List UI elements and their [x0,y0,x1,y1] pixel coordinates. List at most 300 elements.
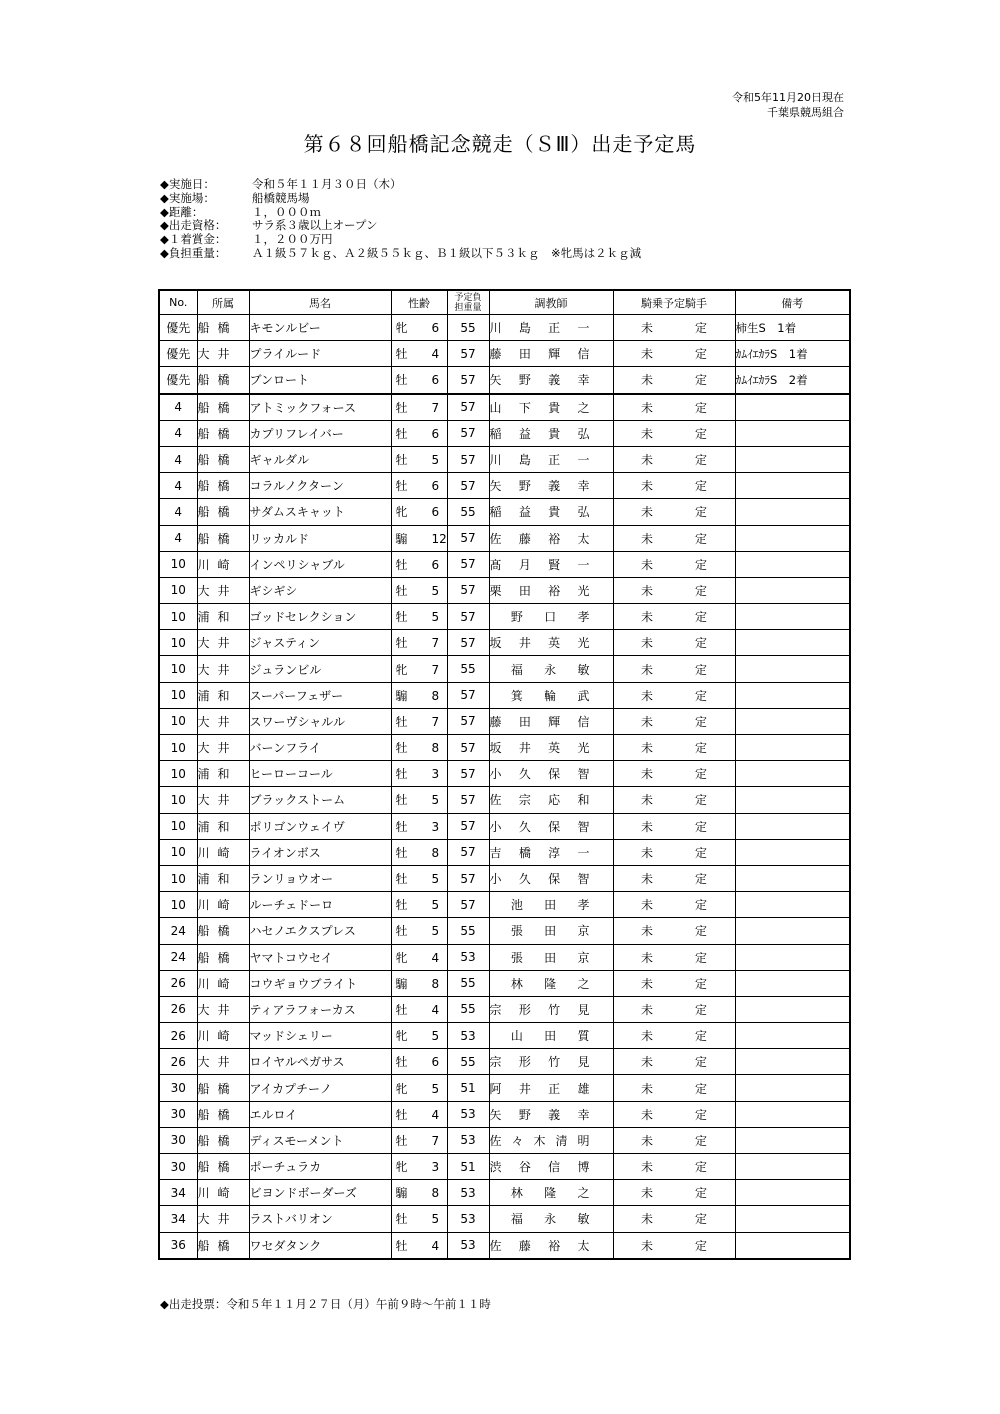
entry-rank: 10 [159,787,197,813]
sex: 牡 [395,1055,408,1070]
entry-jockey [613,708,749,734]
entry-horse-name: アイカプチーノ [249,1075,391,1101]
entry-remarks [735,1206,850,1232]
entry-weight: 57 [447,473,489,499]
trainer-char: 吉 [489,845,502,860]
age: 8 [431,1186,440,1201]
jockey-text: 未定 [640,714,749,729]
entry-trainer [489,341,613,367]
age: 5 [431,583,440,598]
entry-rank: 10 [159,708,197,734]
entry-trainer [489,918,613,944]
entry-remarks [735,604,850,630]
entry-remarks [735,499,850,525]
sex: 騸 [395,688,408,703]
jockey-text: 未定 [640,767,749,782]
entry-horse-name: ブンロート [249,367,391,394]
jockey-text: 未定 [640,1212,749,1227]
age: 7 [431,662,440,677]
entry-affiliation: 大井 [197,708,249,734]
trainer-char: 宗 [489,1055,502,1070]
entry-jockey [613,735,749,761]
entry-horse-name: ワセダタンク [249,1232,391,1259]
entry-horse-name: キモンルビー [249,315,391,341]
trainer-char: 正 [548,453,561,468]
sex: 牡 [395,1002,408,1017]
entry-affiliation: 船橋 [197,473,249,499]
trainer-char: 太 [577,1238,590,1253]
age: 7 [431,636,440,651]
entry-horse-name: ゴッドセレクション [249,604,391,630]
jockey-text: 未定 [640,557,749,572]
age: 7 [431,1133,440,1148]
entry-trainer [489,446,613,472]
entry-remarks [735,394,850,421]
entry-affiliation: 大井 [197,577,249,603]
entry-sex-age [391,1232,447,1259]
entry-rank: 30 [159,1075,197,1101]
trainer-char: 野 [518,479,531,494]
trainer-char: 義 [548,373,561,388]
col-weight: 予定負 担重量 [447,290,489,315]
entry-jockey [613,604,749,630]
entry-jockey [613,446,749,472]
entry-jockey [613,761,749,787]
entry-jockey [613,499,749,525]
jockey-text: 未定 [640,373,749,388]
table-row [159,892,850,918]
entry-rank: 4 [159,525,197,551]
entry-sex-age [391,813,447,839]
trainer-char: 月 [518,557,531,572]
entry-affiliation: 船橋 [197,1101,249,1127]
entry-remarks [735,761,850,787]
entry-weight: 51 [447,1154,489,1180]
entry-remarks [735,1154,850,1180]
table-row [159,1232,850,1259]
trainer-char: 渋 [489,1160,502,1175]
entry-sex-age [391,1127,447,1153]
entry-rank: 30 [159,1101,197,1127]
document-title: 第６８回船橋記念競走（ＳⅢ）出走予定馬 [303,132,697,156]
jockey-text: 未定 [640,1055,749,1070]
entry-sex-age [391,473,447,499]
entry-jockey [613,918,749,944]
jockey-text: 未定 [640,505,749,520]
jockey-text: 未定 [640,1107,749,1122]
entry-horse-name: ジュランビル [249,656,391,682]
entry-remarks [735,1075,850,1101]
sex: 牡 [395,819,408,834]
entry-remarks [735,970,850,996]
table-row [159,1127,850,1153]
entry-affiliation: 大井 [197,630,249,656]
trainer-char: 信 [577,714,590,729]
sex: 騸 [395,1186,408,1201]
trainer-char: 島 [518,321,531,336]
trainer-char: 林 [510,976,523,991]
entry-rank: 30 [159,1127,197,1153]
entry-affiliation: 船橋 [197,1127,249,1153]
trainer-char: 小 [489,767,502,782]
entry-jockey [613,656,749,682]
entry-remarks [735,708,850,734]
sex: 牡 [395,583,408,598]
trainer-char: 田 [544,898,557,913]
entry-rank: 24 [159,944,197,970]
entry-trainer [489,656,613,682]
entry-horse-name: ブラックストーム [249,787,391,813]
trainer-char: 島 [518,453,531,468]
jockey-text: 未定 [640,1186,749,1201]
info-value: 船橋競馬場 [252,190,310,205]
trainer-char: 藤 [518,531,531,546]
trainer-char: 弘 [577,426,590,441]
trainer-char: 之 [577,1186,590,1201]
trainer-char: 義 [548,479,561,494]
jockey-text: 未定 [640,662,749,677]
entry-rank: 34 [159,1180,197,1206]
entry-affiliation: 船橋 [197,315,249,341]
entry-remarks [735,944,850,970]
trainer-char: 藤 [489,347,502,362]
entry-sex-age [391,394,447,421]
info-row [160,247,641,261]
entry-sex-age [391,1101,447,1127]
age: 5 [431,898,440,913]
entry-sex-age [391,1154,447,1180]
entry-rank: 4 [159,473,197,499]
entry-horse-name: スーパーフェザー [249,682,391,708]
trainer-char: 野 [518,373,531,388]
trainer-char: 弘 [577,505,590,520]
jockey-text: 未定 [640,924,749,939]
entry-affiliation: 船橋 [197,918,249,944]
trainer-char: 田 [544,924,557,939]
trainer-char: 稲 [489,505,502,520]
entry-weight: 57 [447,394,489,421]
table-row [159,1101,850,1127]
entry-jockey [613,1127,749,1153]
jockey-text: 未定 [640,479,749,494]
trainer-char: 井 [518,741,531,756]
entry-rank: 10 [159,839,197,865]
trainer-char: 清 [555,1133,568,1148]
col-remarks: 備考 [735,290,850,315]
entry-sex-age [391,865,447,891]
sex: 牝 [395,950,408,965]
entry-sex-age [391,315,447,341]
entry-affiliation: 大井 [197,1049,249,1075]
race-info [160,178,641,261]
entry-horse-name: サダムスキャット [249,499,391,525]
trainer-char: 隆 [544,1186,557,1201]
info-row [160,233,641,247]
entry-affiliation: 大井 [197,656,249,682]
entry-remarks [735,577,850,603]
entry-jockey [613,892,749,918]
trainer-char: 博 [577,1160,590,1175]
entry-rank: 4 [159,499,197,525]
entry-horse-name: インペリシャブル [249,551,391,577]
entry-horse-name: ギシギシ [249,577,391,603]
entry-affiliation: 船橋 [197,394,249,421]
entry-rank: 10 [159,761,197,787]
sex: 牡 [395,453,408,468]
entry-weight: 57 [447,813,489,839]
trainer-char: 々 [511,1133,524,1148]
info-row [160,219,641,233]
table-row [159,708,850,734]
entry-trainer [489,1075,613,1101]
entry-sex-age [391,525,447,551]
entry-sex-age [391,551,447,577]
entry-horse-name: ジャスティン [249,630,391,656]
entry-weight: 57 [447,735,489,761]
entry-rank: 10 [159,735,197,761]
entry-remarks [735,1023,850,1049]
trainer-char: 光 [577,583,590,598]
trainer-char: 形 [518,1002,531,1017]
trainer-char: 貴 [548,426,561,441]
trainer-char: 信 [548,1160,561,1175]
entry-horse-name: ライオンボス [249,839,391,865]
entry-remarks [735,1049,850,1075]
as-of-date: 令和5年11月20日現在 [732,91,844,104]
entry-affiliation: 川崎 [197,1180,249,1206]
entry-horse-name: コラルノクターン [249,473,391,499]
age: 5 [431,924,440,939]
entry-remarks [735,1180,850,1206]
trainer-char: 保 [548,872,561,887]
entry-trainer [489,315,613,341]
col-jockey: 騎乗予定騎手 [613,290,735,315]
table-header-row [159,290,850,315]
trainer-char: 橋 [518,845,531,860]
trainer-char: 口 [544,610,557,625]
entry-affiliation: 浦和 [197,604,249,630]
trainer-char: 田 [544,950,557,965]
entry-trainer [489,813,613,839]
trainer-char: 宗 [489,1002,502,1017]
trainer-char: 孝 [577,898,590,913]
trainer-char: 稲 [489,426,502,441]
table-row [159,446,850,472]
col-no: No. [159,290,197,315]
age: 12 [431,531,447,546]
entry-horse-name: ヒーローコール [249,761,391,787]
age: 8 [431,845,440,860]
entry-rank: 4 [159,394,197,421]
trainer-char: 福 [510,1212,523,1227]
trainer-char: 幸 [577,373,590,388]
trainer-char: 京 [577,924,590,939]
entry-weight: 55 [447,499,489,525]
trainer-char: 永 [544,662,557,677]
entry-weight: 53 [447,1127,489,1153]
table-row [159,499,850,525]
entry-jockey [613,813,749,839]
entry-remarks [735,656,850,682]
entry-sex-age [391,970,447,996]
trainer-char: 佐 [489,793,502,808]
trainer-char: 井 [518,1081,531,1096]
trainer-char: 益 [518,426,531,441]
trainer-char: 藤 [518,1238,531,1253]
jockey-text: 未定 [640,400,749,415]
info-value: １，２００万円 [252,232,333,247]
entry-affiliation: 川崎 [197,839,249,865]
age: 3 [431,767,440,782]
trainer-char: 輪 [544,688,557,703]
entry-rank: 10 [159,630,197,656]
entry-trainer [489,996,613,1022]
table-row [159,682,850,708]
entry-affiliation: 船橋 [197,525,249,551]
entry-trainer [489,1180,613,1206]
entry-rank: 36 [159,1232,197,1259]
entry-trainer [489,1127,613,1153]
entry-jockey [613,865,749,891]
entry-affiliation: 船橋 [197,446,249,472]
sex: 牡 [395,610,408,625]
trainer-char: 山 [510,1029,523,1044]
trainer-char: 輝 [548,347,561,362]
entry-jockey [613,630,749,656]
sex: 牝 [395,321,408,336]
entry-affiliation: 大井 [197,1206,249,1232]
trainer-char: 形 [518,1055,531,1070]
entry-trainer [489,1206,613,1232]
entry-weight: 57 [447,630,489,656]
entry-horse-name: ハセノエクスプレス [249,918,391,944]
trainer-char: 益 [518,505,531,520]
trainer-char: 英 [548,741,561,756]
trainer-char: 田 [518,347,531,362]
sex: 騸 [395,531,408,546]
entry-affiliation: 大井 [197,996,249,1022]
entry-horse-name: ディスモーメント [249,1127,391,1153]
sex: 牝 [395,1029,408,1044]
trainer-char: 和 [577,793,590,808]
entry-horse-name: ティアラフォーカス [249,996,391,1022]
trainer-char: 一 [577,453,590,468]
entry-sex-age [391,1180,447,1206]
trainer-char: 野 [510,610,523,625]
entry-jockey [613,1023,749,1049]
entry-weight: 57 [447,682,489,708]
age: 4 [431,1238,440,1253]
table-row [159,1023,850,1049]
entry-sex-age [391,761,447,787]
entry-remarks [735,787,850,813]
entry-sex-age [391,630,447,656]
jockey-text: 未定 [640,636,749,651]
entry-remarks [735,865,850,891]
table-row [159,1180,850,1206]
entry-jockey [613,1154,749,1180]
entry-sex-age [391,735,447,761]
jockey-text: 未定 [640,819,749,834]
entry-trainer [489,1101,613,1127]
entry-jockey [613,787,749,813]
entry-trainer [489,892,613,918]
age: 3 [431,1160,440,1175]
entry-affiliation: 船橋 [197,420,249,446]
info-label: ◆実施日： [160,177,215,191]
age: 4 [431,347,440,362]
entry-horse-name: ポリゴンウェイヴ [249,813,391,839]
entry-remarks [735,420,850,446]
entry-jockey [613,996,749,1022]
entry-remarks [735,892,850,918]
trainer-char: 竹 [548,1055,561,1070]
table-row [159,420,850,446]
entry-rank: 10 [159,892,197,918]
entry-sex-age [391,367,447,394]
table-row [159,1206,850,1232]
age: 6 [431,373,440,388]
entry-weight: 53 [447,944,489,970]
table-row [159,604,850,630]
entry-trainer [489,735,613,761]
sex: 牡 [395,1212,408,1227]
entry-sex-age [391,996,447,1022]
entry-weight: 57 [447,761,489,787]
entry-remarks [735,682,850,708]
trainer-char: 正 [548,1081,561,1096]
entry-remarks [735,1101,850,1127]
entry-horse-name: ルーチェドーロ [249,892,391,918]
entry-remarks [735,735,850,761]
entry-remarks [735,473,850,499]
entry-trainer [489,630,613,656]
trainer-char: 川 [489,453,502,468]
entry-weight: 57 [447,839,489,865]
trainer-char: 髙 [489,557,502,572]
entry-rank: 26 [159,970,197,996]
entries-table [158,289,851,1260]
trainer-char: 一 [577,557,590,572]
entry-jockey [613,944,749,970]
entry-horse-name: スワーヴシャルル [249,708,391,734]
jockey-text: 未定 [640,347,749,362]
entry-weight: 55 [447,315,489,341]
age: 5 [431,1081,440,1096]
entry-remarks: 柿生S 1着 [735,315,850,341]
entry-trainer [489,1154,613,1180]
entry-remarks [735,813,850,839]
entry-affiliation: 浦和 [197,682,249,708]
sex: 騸 [395,976,408,991]
entry-weight: 55 [447,1049,489,1075]
entry-affiliation: 大井 [197,787,249,813]
entry-weight: 57 [447,367,489,394]
entry-trainer [489,1023,613,1049]
info-label: ◆１着賞金： [160,232,227,247]
age: 4 [431,1107,440,1122]
entry-rank: 4 [159,446,197,472]
info-label: ◆距離： [160,204,204,219]
trainer-char: 矢 [489,479,502,494]
table-row [159,525,850,551]
entry-horse-name: プライルード [249,341,391,367]
entry-remarks [735,551,850,577]
trainer-char: 孝 [577,610,590,625]
entry-rank: 4 [159,420,197,446]
entry-weight: 53 [447,1101,489,1127]
trainer-char: 久 [518,767,531,782]
